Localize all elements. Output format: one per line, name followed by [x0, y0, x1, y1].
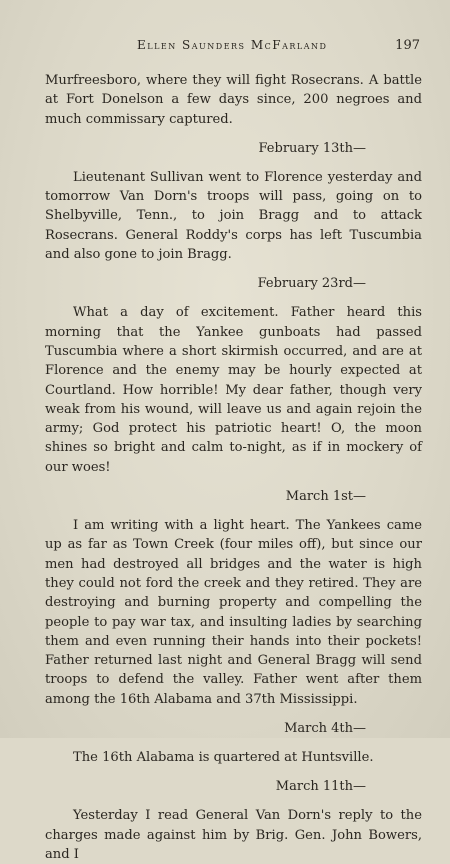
- entry-date: February 23rd—: [257, 276, 366, 292]
- running-head: [45, 38, 422, 53]
- entry-date: March 4th—: [284, 721, 366, 737]
- entry-date: March 11th—: [275, 779, 366, 795]
- running-title: Ellen Saunders McFarland: [137, 38, 328, 52]
- entry-paragraph: Yesterday I read General Van Dorn's reply to the charges made against him by Brig. Gen. John Bowers, and I: [45, 808, 422, 862]
- entry-paragraph: Lieutenant Sullivan went to Florence yesterday and tomorrow Van Dorn's troops will pass, going on to Shelbyville, Tenn., to join Bragg and to attack Rosecrans. General Roddy's corps has left Tuscumbia and also gone to join Bragg.: [45, 169, 422, 263]
- entry-date: March 1st—: [285, 489, 366, 505]
- entry-paragraph: What a day of excitement. Father heard this morning that the Yankee gunboats had passed Tuscumbia where a short skirmish occurred, and are at Florence and the enemy may be hourly expected at Courtland. How horrible! My dear father, though very weak from his wound, will leave us and again rejoin the army; God protect his patriotic heart! O, the moon shines so bright and calm to-night, as if in mockery of our woes!: [45, 305, 422, 475]
- entry-paragraph: The 16th Alabama is quartered at Huntsville.: [73, 750, 374, 766]
- entry-paragraph: I am writing with a light heart. The Yankees came up as far as Town Creek (four miles off), but since our men had destroyed all bridges and the water is high they could not ford the creek and they retired. They are destroying and burning property and compelling the people to pay war tax, and insulting ladies by searching them and even running their hands into their pockets! Father returned last night and General Bragg will send troops to defend the valley. Father went after them among the 16th Alabama and 37th Mississippi.: [45, 518, 422, 707]
- continued-paragraph: Murfreesboro, where they will fight Rosecrans. A battle at Fort Donelson a few days since, 200 negroes and much commissary captured.: [45, 73, 422, 127]
- entry-date: February 13th—: [258, 140, 366, 156]
- page-number: 197: [395, 38, 420, 53]
